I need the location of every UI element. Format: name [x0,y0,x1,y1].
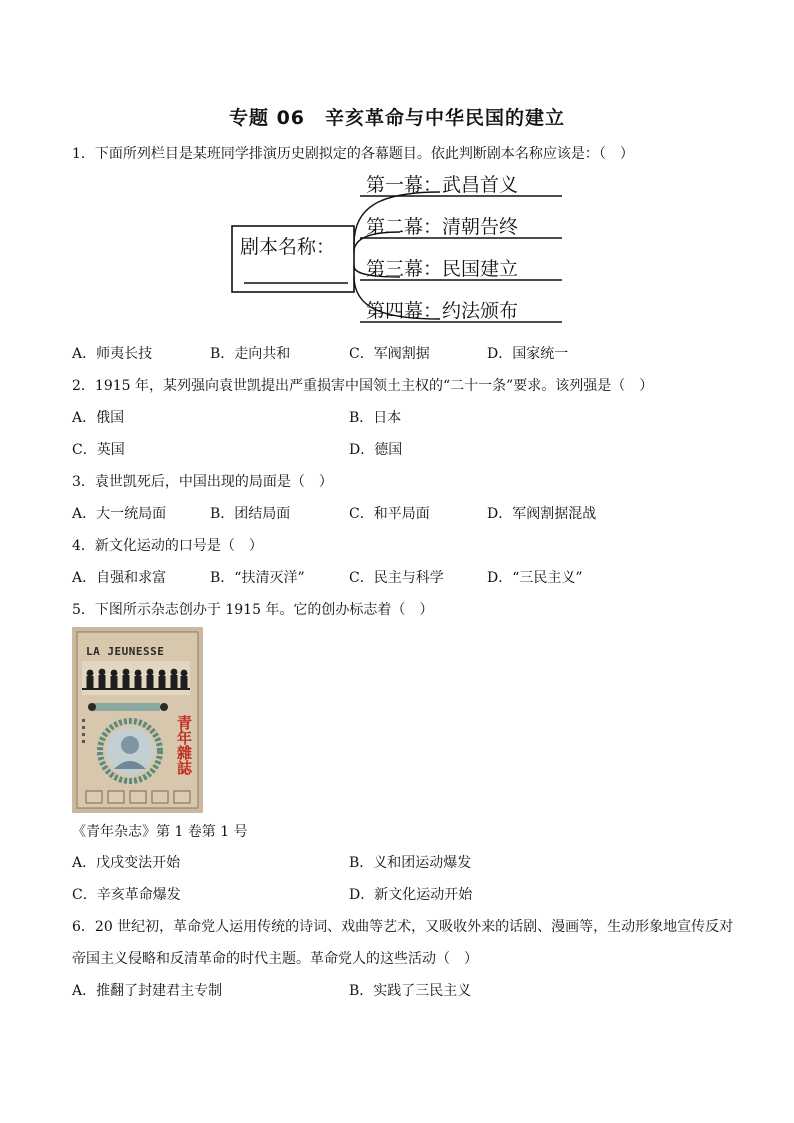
q5-option-c: C．辛亥革命爆发 [72,887,181,903]
q6-option-a: A．推翻了封建君主专制 [72,983,223,999]
question-3-stem: 3．袁世凯死后，中国出现的局面是（ ） [72,474,333,490]
q1-option-b: B．走向共和 [210,346,291,362]
q3-option-b: B．团结局面 [210,506,291,522]
q3-option-a: A．大一统局面 [72,506,167,522]
cover-caption: 《青年杂志》第 1 卷第 1 号 [72,824,248,840]
cover-vertical-title: 青年雜誌 [175,715,193,775]
q3-option-c: C．和平局面 [349,506,430,522]
q5-option-b: B．义和团运动爆发 [349,855,472,871]
page-title: 专题 06 辛亥革命与中华民国的建立 [228,107,566,129]
act-2-label: 第二幕：清朝告终 [366,216,519,238]
q4-option-d: D．“三民主义” [487,570,583,586]
q4-option-a: A．自强和求富 [72,570,167,586]
q5-option-a: A．戊戌变法开始 [72,855,181,871]
act-1-label: 第一幕：武昌首义 [366,174,519,196]
question-6-stem-line-2: 帝国主义侵略和反清革命的时代主题。革命党人的这些活动（ ） [72,951,478,967]
diagram-box-label: 剧本名称： [240,236,336,258]
act-3-label: 第三幕：民国建立 [366,258,519,280]
q2-option-d: D．德国 [349,442,403,458]
magazine-cover-image [72,627,203,813]
cover-banner-text: LA JEUNESSE [86,645,165,658]
q1-option-d: D．国家统一 [487,346,569,362]
q5-option-d: D．新文化运动开始 [349,887,473,903]
question-6-stem-line-1: 6．20 世纪初，革命党人运用传统的诗词、戏曲等艺术，又吸收外来的话剧、漫画等，生动形象地宣传反对 [72,919,734,935]
q1-option-a: A．师夷长技 [72,346,153,362]
q1-option-c: C．军阀割据 [349,346,430,362]
question-2-stem: 2．1915 年，某列强向袁世凯提出严重损害中国领土主权的“二十一条”要求。该列强是（ ） [72,378,654,394]
q2-option-a: A．俄国 [72,410,125,426]
question-4-stem: 4．新文化运动的口号是（ ） [72,538,263,554]
q4-option-b: B．“扶清灭洋” [210,570,305,586]
q6-option-b: B．实践了三民主义 [349,983,472,999]
act-4-label: 第四幕：约法颁布 [366,300,519,322]
q2-option-c: C．英国 [72,442,125,458]
q4-option-c: C．民主与科学 [349,570,444,586]
q3-option-d: D．军阀割据混战 [487,506,597,522]
question-1-diagram [230,172,570,327]
question-1-stem: 1．下面所列栏目是某班同学排演历史剧拟定的各幕题目。依此判断剧本名称应该是：（ ） [72,146,634,162]
question-5-stem: 5．下图所示杂志创办于 1915 年。它的创办标志着（ ） [72,602,434,618]
magazine-cover-drawing [72,627,203,813]
q2-option-b: B．日本 [349,410,402,426]
